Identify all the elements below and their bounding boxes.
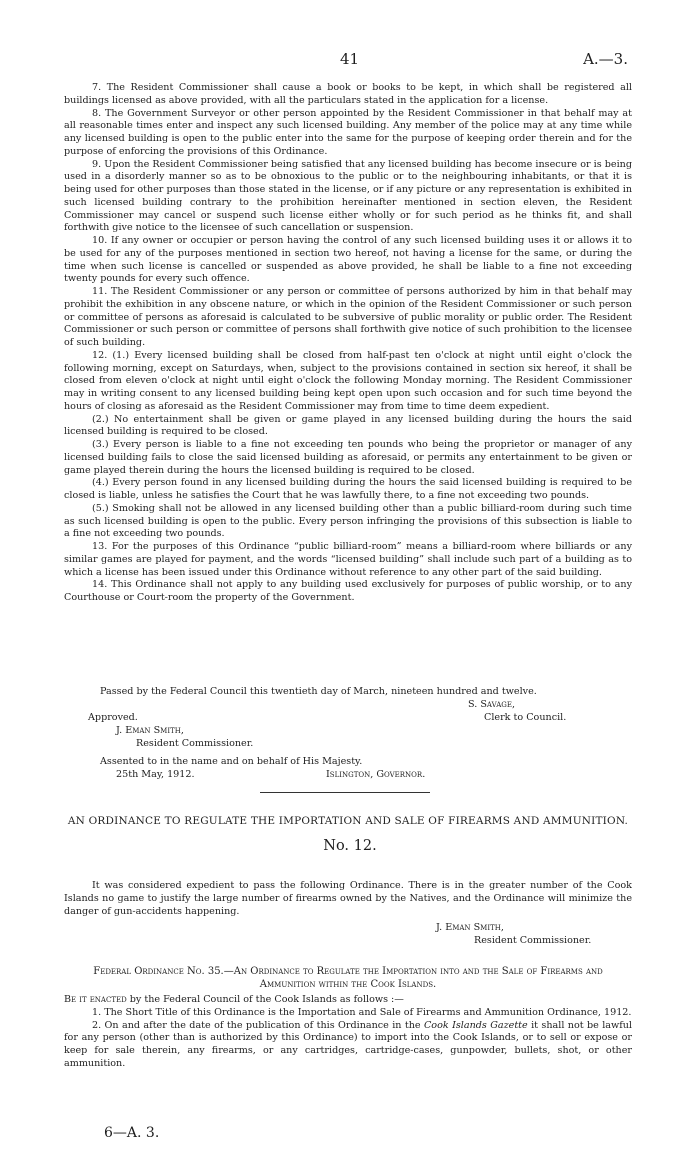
clause-2 [64,1020,632,1071]
section-12-2: (2.) No entertainment shall be given or game played in any licensed building during the hours the said licensed building is required to be closed. [64,413,632,438]
enactment-block [64,994,632,1071]
preamble-block [64,880,632,918]
governor-signature: Islington, Governor. [326,769,426,780]
section-8: 8. The Government Surveyor or other person appointed by the Resident Commissioner in that behalf may at all reasonable times enter and inspect any such licensed building. Any member of the police may at any time while any licensed building is open to the public enter into the same for the purpose of keeping order therein and for the purpose of enforcing the provisions of this Ordinance. [64,107,632,157]
section-9: 9. Upon the Resident Commissioner being satisfied that any licensed building has become insecure or is being used in a disorderly manner so as to be obnoxious to the public or to the neighbouring inhabitants, or that it is being used for other purposes than those stated in the license, or if any picture or any representation is exhibited in such licensed building contrary to the prohibition hereinafter mentioned in section eleven, the Resident Commissioner may cancel or suspend such license either wholly or for such period as he thinks fit, and shall forthwith give notice to the licensee of such cancellation or suspension. [64,158,632,234]
clause-2-start: 2. On and after the date of the publication of this Ordinance in the [92,1019,424,1031]
section-divider [260,792,430,793]
clause-2-end: it shall not be lawful for any person (other than is authorized by this Ordinance) to import into the Cook Islands, or to sell or expose or keep for sale therein, any firearms, or any cartridges, cartridge-cases, gunpowder, bullets, shot, or other ammunition. [64,1019,632,1069]
assent-statement: Assented to in the name and on behalf of His Majesty. [100,756,363,767]
section-12-4: (4.) Every person found in any licensed building during the hours the said licensed building is required to be closed is liable, unless he satisfies the Court that he was lawfully there, to a fine not exceeding two pounds. [64,477,632,501]
page-number: 41 [340,50,360,68]
clerk-name: S. Savage, [468,699,515,710]
ordinance-title: AN ORDINANCE TO REGULATE THE IMPORTATION AND SALE OF FIREARMS AND AMMUNITION. [67,815,629,827]
clause-1: 1. The Short Title of this Ordinance is the Importation and Sale of Firearms and Ammunition Ordinance, 1912. [92,1006,632,1018]
assent-date: 25th May, 1912. [116,769,195,780]
section-13: 13. For the purposes of this Ordinance “public billiard-room” means a billiard-room where billiards or any similar games are played for payment, and the words “licensed building” shall include such part of a building as to which a license has been issued under this Ordinance without reference to any other part of the said building. [64,541,632,578]
clerk-title: Clerk to Council. [484,712,567,723]
section-12-3: (3.) Every person is liable to a fine not exceeding ten pounds who being the proprietor or manager of any licensed building fails to close the said licensed building as aforesaid, or permits any entertainment to be given or game played therein during the hours the licensed building is required to be closed. [64,439,632,476]
federal-ordinance-title: Federal Ordinance No. 35.—An Ordinance to Regulate the Importation into and the Sale of Firearms and Ammunition within the Cook Islands. [93,966,603,990]
sections-block [64,82,632,605]
preamble-text: It was considered expedient to pass the following Ordinance. There is in the greater number of the Cook Islands no game to justify the large number of firearms owned by the Natives, and the Ordinance will minimize the danger of gun-accidents happening. [64,880,632,917]
approved-label: Approved. [88,712,138,723]
ordinance-number: No. 12. [323,838,377,854]
commissioner-title: Resident Commissioner. [136,738,254,749]
section-12-1: 12. (1.) Every licensed building shall be closed from half-past ten o'clock at night until eight o'clock the following morning, except on Saturdays, when, subject to the provisions contained in section six hereof, it shall be closed from eleven o'clock at night until eight o'clock the following Monday morning. The Resident Commissioner may in writing consent to any licensed building being kept open upon such occasion and for such time beyond the hours of closing as aforesaid as the Resident Commissioner may from time to time deem expedient. [64,349,632,412]
section-12-5: (5.) Smoking shall not be allowed in any licensed building other than a public billiard-room during such time as such licensed building is open to the public. Every person infringing the provisions of this subsection is liable to a fine not exceeding two pounds. [64,502,632,540]
enacted-lead: Be it enacted [64,994,127,1005]
signature-mark: 6—A. 3. [104,1125,160,1141]
document-reference: A.—3. [583,50,628,68]
gazette-title: Cook Islands Gazette [423,1019,528,1031]
enacted-rest: by the Federal Council of the Cook Islands as follows :— [126,994,404,1005]
commissioner-title-2: Resident Commissioner. [474,935,592,946]
commissioner-name: J. Eman Smith, [116,725,184,736]
section-14: 14. This Ordinance shall not apply to any building used exclusively for purposes of public worship, or to any Courthouse or Court-room the property of the Government. [64,579,632,603]
section-10: 10. If any owner or occupier or person having the control of any such licensed building uses it or allows it to be used for any of the purposes mentioned in section two hereof, not having a license for the same, or during the time when such license is cancelled or suspended as above provided, he shall be liable to a fine not exceeding twenty pounds for every such offence. [64,235,632,285]
section-11: 11. The Resident Commissioner or any person or committee of persons authorized by him in that behalf may prohibit the exhibition in any obscene nature, or which in the opinion of the Resident Commissioner or such person or committee of persons as aforesaid is calculated to be subversive of public morality or public order. The Resident Commissioner or such person or committee of persons shall forthwith give notice of such prohibition to the licensee of such building. [64,286,632,348]
commissioner-name-2: J. Eman Smith, [436,922,504,933]
enactment-line [64,994,632,1007]
section-7: 7. The Resident Commissioner shall cause a book or books to be kept, in which shall be registered all buildings licensed as above provided, with all the particulars stated in the application for a license. [64,82,632,106]
passed-statement: Passed by the Federal Council this twentieth day of March, nineteen hundred and twelve. [100,686,537,697]
